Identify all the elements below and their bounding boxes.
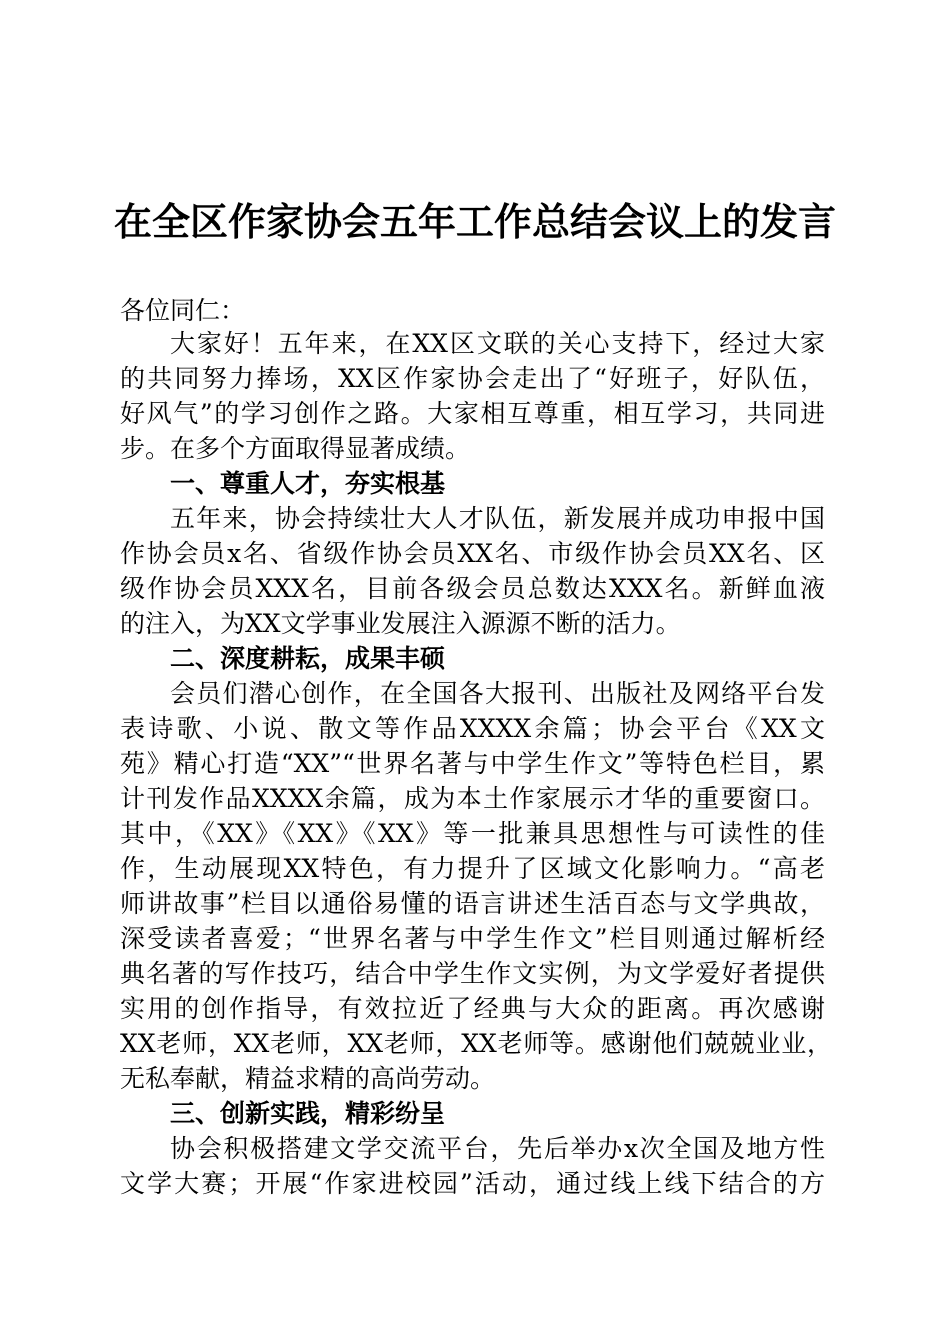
- paragraph-line: 级作协会员XXX名，目前各级会员总数达XXX名。新鲜血液: [120, 574, 825, 603]
- page-title: 在全区作家协会五年工作总结会议上的发言: [113, 199, 836, 244]
- paragraph-line: 实用的创作指导，有效拉近了经典与大众的距离。再次感谢: [120, 994, 825, 1023]
- section-heading: 三、创新实践，精彩纷呈: [170, 1099, 446, 1128]
- paragraph-line: 会员们潜心创作，在全国各大报刊、出版社及网络平台发: [170, 679, 825, 708]
- greeting: 各位同仁：: [120, 296, 246, 325]
- paragraph-line: 师讲故事”栏目以通俗易懂的语言讲述生活百态与文学典故，: [120, 889, 825, 918]
- paragraph-line: 好风气”的学习创作之路。大家相互尊重，相互学习，共同进: [120, 399, 825, 428]
- paragraph-line: 计刊发作品XXXX余篇，成为本土作家展示才华的重要窗口。: [120, 784, 825, 813]
- section-heading: 一、尊重人才，夯实根基: [170, 469, 446, 498]
- paragraph-line: 苑》精心打造“XX”“世界名著与中学生作文”等特色栏目，累: [120, 749, 825, 778]
- paragraph-line: 典名著的写作技巧，结合中学生作文实例，为文学爱好者提供: [120, 959, 825, 988]
- paragraph-line: 协会积极搭建文学交流平台，先后举办x次全国及地方性: [170, 1134, 825, 1163]
- paragraph-line: 无私奉献，精益求精的高尚劳动。: [120, 1064, 496, 1093]
- paragraph-line: 深受读者喜爱；“世界名著与中学生作文”栏目则通过解析经: [120, 924, 825, 953]
- paragraph-line: 的注入，为XX文学事业发展注入源源不断的活力。: [120, 609, 681, 638]
- paragraph-line: 作协会员x名、省级作协会员XX名、市级作协会员XX名、区: [120, 539, 825, 568]
- paragraph-line: 的共同努力捧场，XX区作家协会走出了“好班子，好队伍，: [120, 364, 825, 393]
- paragraph-line: XX老师，XX老师，XX老师，XX老师等。感谢他们兢兢业业，: [120, 1029, 832, 1058]
- paragraph-line: 大家好！五年来，在XX区文联的关心支持下，经过大家: [170, 329, 825, 358]
- paragraph-line: 步。在多个方面取得显著成绩。: [120, 434, 471, 463]
- section-heading: 二、深度耕耘，成果丰硕: [170, 644, 446, 673]
- paragraph-line: 作，生动展现XX特色，有力提升了区域文化影响力。“高老: [120, 854, 825, 883]
- paragraph-line: 其中，《XX》《XX》《XX》等一批兼具思想性与可读性的佳: [120, 819, 825, 848]
- paragraph-line: 表诗歌、小说、散文等作品XXXX余篇；协会平台《XX文: [120, 714, 825, 743]
- paragraph-line: 五年来，协会持续壮大人才队伍，新发展并成功申报中国: [170, 504, 825, 533]
- paragraph-line: 文学大赛；开展“作家进校园”活动，通过线上线下结合的方: [120, 1169, 825, 1198]
